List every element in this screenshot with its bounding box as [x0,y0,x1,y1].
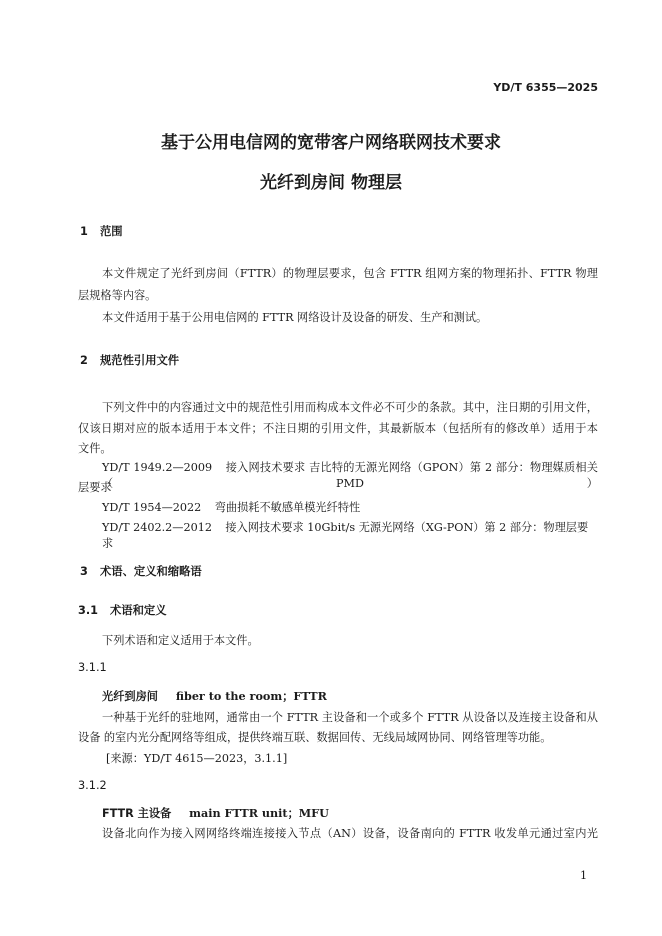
title-line-1: 基于公用电信网的宽带客户网络联网技术要求 [161,133,501,153]
term-2-english: main FTTR unit；MFU [189,806,329,820]
reference-3-code: YD/T 2402.2—2012 [102,521,212,534]
section-3-heading [80,564,202,580]
section-2-intro-line-3: 文件。 [78,442,112,455]
section-1-heading [80,224,123,240]
term-1-definition-line-1: 一种基于光纤的驻地网，通常由一个 FTTR 主设备和一个或多个 FTTR 从设备以及连接主设备和从 [102,711,598,724]
section-3-title: 术语、定义和缩略语 [100,565,202,578]
reference-2-code: YD/T 1954—2022 [102,501,202,514]
section-3-number: 3 [80,565,88,578]
reference-2 [102,500,598,516]
term-1-number: 3.1.1 [78,661,107,674]
subsection-3-1-intro: 下列术语和定义适用于本文件。 [102,634,259,647]
section-1-line-3: 本文件适用于基于公用电信网的 FTTR 网络设计及设备的研发、生产和测试。 [102,311,488,324]
reference-1-title: 接入网技术要求 吉比特的无源光网络（GPON）第 2 部分：物理媒质相关（PMD） [102,461,598,490]
document-code: YD/T 6355—2025 [493,81,598,94]
term-1-chinese: 光纤到房间 [102,690,158,703]
section-2-title: 规范性引用文件 [100,354,180,367]
section-2-intro-line-1: 下列文件中的内容通过文中的规范性引用而构成本文件必不可少的条款。其中，注日期的引用文件， [102,401,598,414]
page-number: 1 [580,869,588,882]
term-1-entry [102,688,598,705]
title-line-2: 光纤到房间 物理层 [260,173,402,193]
section-2-intro-line-2: 仅该日期对应的版本适用于本文件；不注日期的引用文件，其最新版本（包括所有的修改单）适用于本 [78,422,598,435]
term-2-number: 3.1.2 [78,779,107,792]
term-2-chinese: FTTR 主设备 [102,807,172,820]
reference-1-code: YD/T 1949.2—2009 [102,461,213,474]
section-1-line-1: 本文件规定了光纤到房间（FTTR）的物理层要求，包含 FTTR 组网方案的物理拓扑、FTTR 物理 [102,267,598,280]
reference-2-title: 弯曲损耗不敏感单模光纤特性 [214,501,361,514]
term-1-source: [来源：YD/T 4615—2023，3.1.1] [106,752,288,765]
term-1-english: fiber to the room；FTTR [175,689,327,703]
reference-1-title-cont: 层要求 [78,481,112,494]
subsection-3-1-heading [78,603,167,619]
section-2-heading [80,353,179,369]
reference-3-title: 接入网技术要求 10Gbit/s 无源光网络（XG-PON）第 2 部分：物理层要求 [102,521,589,550]
reference-3 [102,520,598,552]
section-1-number: 1 [80,225,88,238]
term-1-definition-line-2: 设备 的室内光分配网络等组成，提供终端互联、数据回传、无线局域网协同、网络管理等功能。 [78,731,552,744]
section-1-title: 范围 [100,225,123,238]
section-2-number: 2 [80,354,88,367]
section-1-line-2: 层规格等内容。 [78,289,157,302]
term-2-entry [102,805,598,822]
term-2-definition-line-1: 设备北向作为接入网网络终端连接接入节点（AN）设备，设备南向的 FTTR 收发单元通过室内光 [102,827,598,840]
subsection-3-1-title: 术语和定义 [110,604,167,617]
subsection-3-1-number: 3.1 [78,604,99,617]
